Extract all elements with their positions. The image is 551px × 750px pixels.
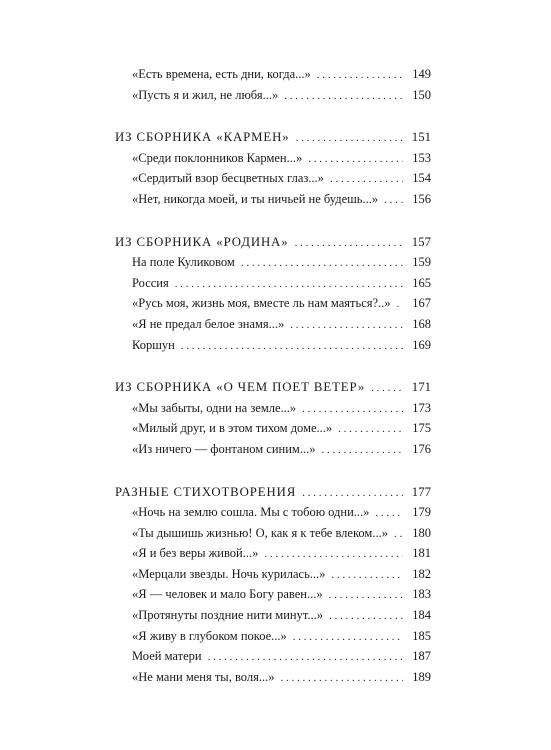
- dot-leader: [384, 190, 403, 210]
- toc-entry-page-number: 179: [412, 505, 431, 520]
- section-heading-page-number: 157: [411, 234, 431, 249]
- toc-entry-page-number: 185: [412, 628, 431, 643]
- toc-section: [115, 232, 431, 356]
- toc-entry: [115, 523, 431, 544]
- toc-entry: [115, 293, 431, 314]
- toc-entry-title: «Не мани меня ты, воля...»: [132, 669, 275, 684]
- table-of-contents: [115, 64, 431, 709]
- toc-entry-page-number: 182: [412, 566, 431, 581]
- dot-leader: [329, 585, 403, 605]
- dot-leader: [290, 315, 403, 335]
- toc-entry-page-number: 159: [412, 255, 431, 270]
- toc-entry: [115, 605, 431, 626]
- toc-entry-title: «Я — человек и мало Богу равен...»: [132, 587, 323, 602]
- dot-leader: [371, 378, 403, 398]
- toc-entry: [115, 64, 431, 85]
- dot-leader: [397, 294, 403, 314]
- toc-entry-page-number: 169: [412, 337, 431, 352]
- toc-entry: [115, 398, 431, 419]
- dot-leader: [302, 483, 403, 503]
- dot-leader: [302, 399, 403, 419]
- toc-entry: [115, 584, 431, 605]
- toc-entry-title: «Я не предал белое знамя...»: [132, 316, 285, 331]
- dot-leader: [208, 647, 403, 667]
- section-heading-page-number: 177: [411, 484, 431, 499]
- toc-entry-page-number: 183: [412, 587, 431, 602]
- toc-entry-title: «Протянуты поздние нити минут...»: [132, 608, 323, 623]
- section-heading: [115, 377, 431, 398]
- toc-entry-title: «Я и без веры живой...»: [132, 546, 259, 561]
- toc-entry-title: «Я живу в глубоком покое...»: [132, 628, 287, 643]
- toc-entry: [115, 85, 431, 106]
- toc-entry-title: «Мы забыты, одни на земле...»: [132, 400, 297, 415]
- toc-entry: [115, 189, 431, 210]
- toc-entry: [115, 502, 431, 523]
- section-heading-page-number: 151: [411, 130, 431, 145]
- toc-entry-title: Россия: [132, 275, 169, 290]
- dot-leader: [181, 336, 403, 356]
- dot-leader: [175, 274, 403, 294]
- dot-leader: [394, 524, 403, 544]
- toc-entry-page-number: 168: [412, 316, 431, 331]
- toc-section: [115, 64, 431, 105]
- toc-entry-page-number: 176: [412, 441, 431, 456]
- toc-entry: [115, 252, 431, 273]
- dot-leader: [331, 565, 403, 585]
- dot-leader: [296, 128, 403, 148]
- section-heading: [115, 482, 431, 503]
- toc-entry-page-number: 167: [412, 296, 431, 311]
- toc-entry-title: Моей матери: [132, 649, 202, 664]
- toc-entry-page-number: 149: [412, 67, 431, 81]
- toc-entry-page-number: 189: [412, 669, 431, 684]
- toc-entry: [115, 439, 431, 460]
- toc-entry: [115, 335, 431, 356]
- dot-leader: [330, 169, 403, 189]
- toc-entry-page-number: 165: [412, 275, 431, 290]
- toc-entry-title: «Пусть я и жил, не любя...»: [132, 87, 279, 102]
- toc-entry-title: На поле Куликовом: [132, 255, 235, 270]
- toc-entry: [115, 667, 431, 688]
- toc-entry-title: «Ночь на землю сошла. Мы с тобою одни...»: [132, 505, 370, 520]
- toc-entry-title: «Есть времена, есть дни, когда...»: [132, 67, 311, 81]
- dot-leader: [338, 419, 403, 439]
- section-heading-title: ИЗ СБОРНИКА «КАРМЕН»: [115, 130, 290, 145]
- dot-leader: [295, 233, 403, 253]
- toc-entry: [115, 543, 431, 564]
- toc-entry-page-number: 150: [412, 87, 431, 102]
- toc-section: [115, 482, 431, 688]
- toc-entry-page-number: 187: [412, 649, 431, 664]
- dot-leader: [284, 86, 403, 106]
- toc-entry: [115, 168, 431, 189]
- toc-entry-page-number: 154: [412, 171, 431, 186]
- dot-leader: [308, 149, 403, 169]
- toc-entry: [115, 273, 431, 294]
- toc-entry-title: «Мерцали звезды. Ночь курилась...»: [132, 566, 326, 581]
- section-heading: [115, 232, 431, 253]
- toc-entry-page-number: 184: [412, 608, 431, 623]
- toc-entry: [115, 418, 431, 439]
- section-heading: [115, 127, 431, 148]
- dot-leader: [321, 440, 403, 460]
- toc-entry-title: «Нет, никогда моей, и ты ничьей не будешь...»: [132, 191, 379, 206]
- dot-leader: [241, 253, 403, 273]
- dot-leader: [375, 503, 403, 523]
- toc-entry-page-number: 180: [412, 525, 431, 540]
- toc-section: [115, 127, 431, 209]
- dot-leader: [329, 606, 403, 626]
- section-heading-title: ИЗ СБОРНИКА «РОДИНА»: [115, 234, 289, 249]
- toc-entry: [115, 646, 431, 667]
- toc-entry: [115, 148, 431, 169]
- toc-entry: [115, 564, 431, 585]
- section-heading-title: ИЗ СБОРНИКА «О ЧЕМ ПОЕТ ВЕТЕР»: [115, 380, 366, 395]
- toc-entry: [115, 314, 431, 335]
- toc-entry: [115, 626, 431, 647]
- toc-entry-title: Коршун: [132, 337, 175, 352]
- toc-entry-title: «Ты дышишь жизнью! О, как я к тебе влеком...»: [132, 525, 388, 540]
- toc-entry-page-number: 156: [412, 191, 431, 206]
- dot-leader: [317, 65, 403, 85]
- section-heading-title: РАЗНЫЕ СТИХОТВОРЕНИЯ: [115, 484, 297, 499]
- toc-entry-title: «Милый друг, и в этом тихом доме...»: [132, 421, 333, 436]
- toc-section: [115, 377, 431, 459]
- toc-entry-page-number: 181: [412, 546, 431, 561]
- toc-entry-page-number: 175: [412, 421, 431, 436]
- toc-entry-title: «Из ничего — фонтаном синим...»: [132, 441, 316, 456]
- dot-leader: [293, 627, 403, 647]
- dot-leader: [280, 668, 403, 688]
- toc-entry-title: «Сердитый взор бесцветных глаз...»: [132, 171, 324, 186]
- section-heading-page-number: 171: [411, 380, 431, 395]
- toc-entry-page-number: 153: [412, 150, 431, 165]
- toc-entry-title: «Среди поклонников Кармен...»: [132, 150, 303, 165]
- dot-leader: [264, 544, 403, 564]
- toc-entry-page-number: 173: [412, 400, 431, 415]
- toc-entry-title: «Русь моя, жизнь моя, вместе ль нам маяться?..»: [132, 296, 391, 311]
